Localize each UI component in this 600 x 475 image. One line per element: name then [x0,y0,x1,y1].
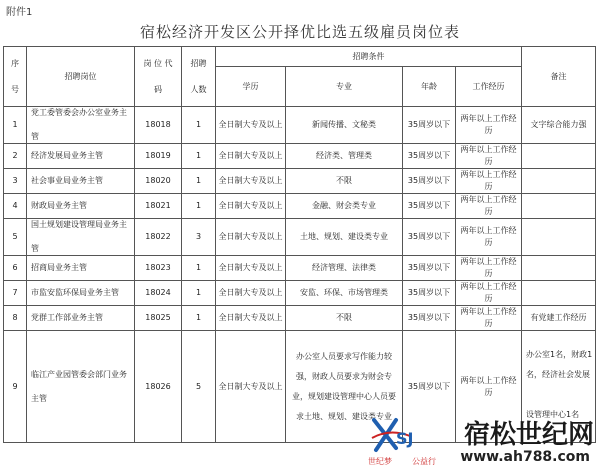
row-position-line2: 主管 [31,393,47,403]
header-seq-bottom: 号 [11,85,19,94]
row-code: 18020 [135,169,182,194]
row-count: 1 [182,256,216,281]
row-major: 不限 [286,306,403,331]
page-title: 宿松经济开发区公开择优比选五级雇员岗位表 [139,23,460,41]
row-age: 35周岁以下 [403,144,456,169]
row-age: 35周岁以下 [403,219,456,256]
row-no: 8 [4,306,27,331]
row-major: 经济类、管理类 [286,144,403,169]
row-no: 7 [4,281,27,306]
row-remark: 有党建工作经历 [522,306,596,331]
row-position-line1: 临江产业园管委会部门业务 [31,369,127,379]
table-row [4,194,596,219]
row-position [27,256,135,281]
row-remark-line: 办公室1名，财政1 [526,350,593,359]
row-major: 金融、财会类专业 [286,194,403,219]
row-education: 全日制大专及以上 [216,281,286,306]
row-education: 全日制大专及以上 [216,256,286,281]
row-no: 4 [4,194,27,219]
table-row [4,281,596,306]
row-remark: 文字综合能力强 [522,107,596,144]
row-position-line1: 党群工作部业务主管 [31,313,103,322]
row-age: 35周岁以下 [403,169,456,194]
row-experience: 两年以上工作经历 [456,219,522,256]
row-experience: 两年以上工作经历 [456,281,522,306]
row-experience: 两年以上工作经历 [456,144,522,169]
header-conditions: 招聘条件 [216,47,522,67]
row-count: 1 [182,281,216,306]
row-remark [522,281,596,306]
row-remark [522,144,596,169]
row-position-line1: 财政局业务主管 [31,201,87,210]
header-major: 专业 [286,67,403,107]
row-count: 1 [182,306,216,331]
row-position [27,219,135,256]
row-major-line: 业，规划建设管理中心人员要 [292,391,396,401]
row-code: 18021 [135,194,182,219]
row-experience: 两年以上工作经历 [456,107,522,144]
table-row [4,107,596,144]
row-position-line1: 国土规划建设管理局业务主 [31,220,127,229]
row-code: 18023 [135,256,182,281]
table-row [4,219,596,256]
watermark-logo [370,414,426,460]
row-remark [522,219,596,256]
row-count: 1 [182,107,216,144]
row-education: 全日制大专及以上 [216,306,286,331]
row-education: 全日制大专及以上 [216,331,286,443]
row-code: 18026 [135,331,182,443]
header-remark: 备注 [522,47,596,107]
row-remark [522,169,596,194]
header-education: 学历 [216,67,286,107]
attachment-label: 附件1 [6,7,33,18]
header-code-top: 岗 位 代 [143,59,173,68]
row-position-line1: 党工委管委会办公室业务主 [31,108,127,117]
row-no: 2 [4,144,27,169]
row-count: 1 [182,194,216,219]
row-position-line1: 市监安监环保局业务主管 [31,288,119,297]
row-remark [522,256,596,281]
positions-table [3,46,596,443]
row-code: 18018 [135,107,182,144]
row-count: 1 [182,144,216,169]
row-code: 18025 [135,306,182,331]
row-code: 18019 [135,144,182,169]
row-position-line2: 管 [31,244,39,253]
row-age: 35周岁以下 [403,331,456,443]
header-count-bottom: 人数 [190,85,207,94]
row-education: 全日制大专及以上 [216,107,286,144]
row-major: 安监、环保、市场管理类 [286,281,403,306]
row-age: 35周岁以下 [403,281,456,306]
row-experience: 两年以上工作经历 [456,256,522,281]
header-position: 招聘岗位 [27,47,135,107]
table-row [4,169,596,194]
row-position [27,331,135,443]
header-code [135,47,182,107]
header-age: 年龄 [403,67,456,107]
row-education: 全日制大专及以上 [216,219,286,256]
row-education: 全日制大专及以上 [216,194,286,219]
row-education: 全日制大专及以上 [216,169,286,194]
row-position [27,306,135,331]
row-remark-line: 设管理中心1名 [526,410,580,419]
watermark-sub1: 世纪梦 [368,457,392,466]
row-position-line1: 招商局业务主管 [31,263,87,272]
row-age: 35周岁以下 [403,194,456,219]
row-remark [522,194,596,219]
row-age: 35周岁以下 [403,256,456,281]
row-no: 9 [4,331,27,443]
watermark-logo-icon [370,414,426,456]
table-row [4,144,596,169]
row-position-line1: 社会事业局业务主管 [31,176,103,185]
header-count-top: 招聘 [190,59,207,68]
row-position [27,169,135,194]
row-major: 新闻传播、文秘类 [286,107,403,144]
row-age: 35周岁以下 [403,306,456,331]
row-major: 土地、规划、建设类专业 [286,219,403,256]
row-count: 5 [182,331,216,443]
watermark-site-name: 宿松世纪网 [463,420,594,450]
row-code: 18022 [135,219,182,256]
header-count [182,47,216,107]
watermark-logo-text: SJ [396,429,414,448]
row-major-line: 强，财政人员要求为财会专 [296,371,392,381]
row-no: 3 [4,169,27,194]
row-major: 经济管理、法律类 [286,256,403,281]
row-major: 不限 [286,169,403,194]
row-position-line2: 管 [31,132,39,141]
row-major-line: 办公室人员要求写作能力较 [296,351,392,361]
row-no: 6 [4,256,27,281]
row-count: 3 [182,219,216,256]
header-experience: 工作经历 [456,67,522,107]
row-experience: 两年以上工作经历 [456,169,522,194]
row-position [27,107,135,144]
watermark-url: www.ah788.com [460,449,590,465]
row-remark-line: 名，经济社会发展 [526,370,590,379]
header-seq-top: 序 [11,59,19,68]
row-no: 1 [4,107,27,144]
row-position [27,144,135,169]
header-seq [4,47,27,107]
header-code-bottom: 码 [154,85,162,94]
row-no: 5 [4,219,27,256]
row-position [27,281,135,306]
row-count: 1 [182,169,216,194]
table-row [4,306,596,331]
row-experience: 两年以上工作经历 [456,194,522,219]
table-row [4,256,596,281]
row-experience: 两年以上工作经历 [456,306,522,331]
row-experience: 两年以上工作经历 [456,331,522,443]
row-age: 35周岁以下 [403,107,456,144]
row-position-line1: 经济发展局业务主管 [31,151,103,160]
row-major-line: 求土地、规划、建设类专业 [296,411,392,421]
row-education: 全日制大专及以上 [216,144,286,169]
watermark-sub2: 公益行 [412,457,436,466]
row-code: 18024 [135,281,182,306]
row-position [27,194,135,219]
